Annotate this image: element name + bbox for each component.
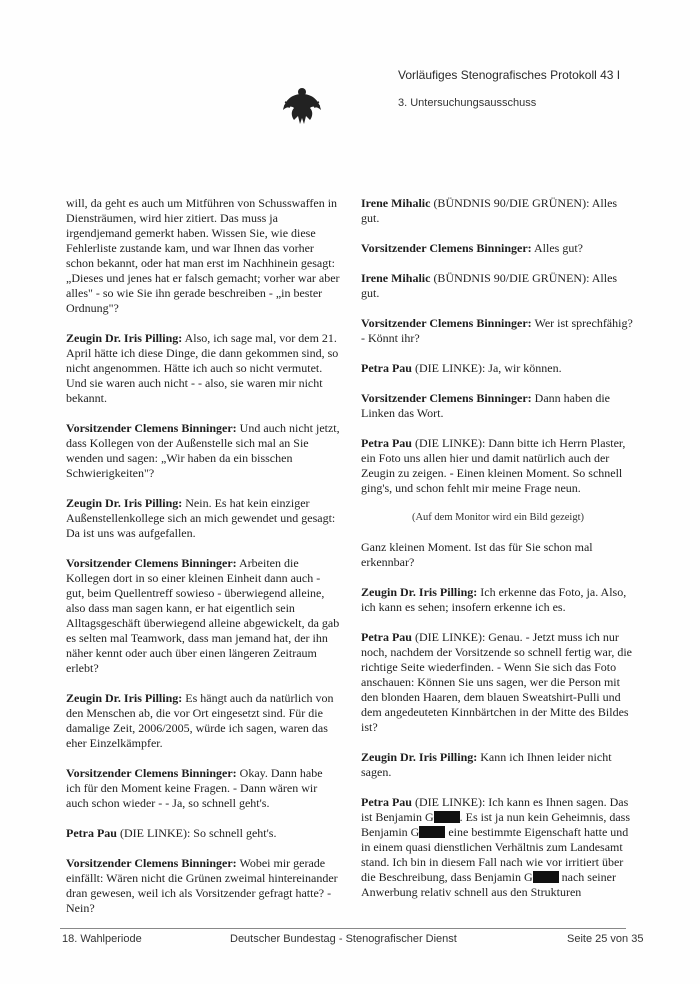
transcript-paragraph (361, 361, 635, 376)
transcript-paragraph (361, 271, 635, 301)
speech-text: Okay. Dann habe ich für den Moment keine Fragen. - Dann wären wir auch schon wieder - - Ja, so schnell geht's. (66, 766, 323, 810)
speaker-name: Petra Pau (361, 630, 412, 644)
footer-publisher: Deutscher Bundestag - Stenografischer Dienst (230, 933, 457, 945)
speech-text: Wer ist sprechfähig? - Könnt ihr? (361, 316, 633, 345)
transcript-paragraph (66, 331, 340, 406)
speaker-name: Zeugin Dr. Iris Pilling: (361, 585, 478, 599)
committee-name: 3. Untersuchungsausschuss (398, 97, 537, 109)
stage-direction: (Auf dem Monitor wird ein Bild gezeigt) (411, 512, 585, 523)
speaker-name: Zeugin Dr. Iris Pilling: (66, 691, 183, 705)
transcript-paragraph (66, 826, 340, 841)
speech-text: (DIE LINKE): Ich kann es Ihnen sagen. Das ist Benjamin G (361, 795, 629, 824)
transcript-paragraph (361, 540, 635, 570)
transcript-paragraph (361, 630, 635, 735)
speech-text: Ich erkenne das Foto, ja. Also, ich kann es sehen; insofern erkenne ich es. (361, 585, 627, 614)
speech-text: eine bestimmte Eigenschaft hatte und in einem quasi dienstlichen Verhältnis zum Landesamt stand. Ich bin in diesem Fall nach wie vor irritiert über die Beschreibung, dass Benjamin G (361, 825, 629, 884)
transcript-paragraph (66, 196, 340, 316)
speech-text: nach seiner Anwerbung relativ schnell aus den Strukturen (361, 870, 616, 899)
speech-text: (DIE LINKE): Ja, wir können. (414, 361, 562, 375)
transcript-paragraph (66, 496, 340, 541)
speaker-name: Vorsitzender Clemens Binninger: (361, 391, 532, 405)
transcript-paragraph (66, 856, 340, 916)
speech-text: will, da geht es auch um Mitführen von Schusswaffen in Diensträumen, wird hier zitiert. Das muss ja irgendjemand gemerkt haben. Wissen Sie, wie diese Fehlerliste zustande kam, und war Ihnen das vorher schon bekannt, oder hat man erst im Nachhinein gesagt: „Dieses und jenes hat er falsch gemacht; vorher war aber alles" - so wie Sie ihn gerade beschreiben - „in bester Ordnung"? (66, 196, 340, 315)
transcript-paragraph (361, 316, 635, 346)
speech-text: Also, ich sage mal, vor dem 21. April hätte ich diese Dinge, die dann gekommen sind, so nicht angenommen. Hätte ich auch so nicht vermutet. Und sie waren auch nicht - - also, sie waren mir nicht bekannt. (66, 331, 339, 405)
transcript-paragraph (66, 556, 340, 676)
speaker-name: Vorsitzender Clemens Binninger: (66, 556, 237, 570)
transcript-paragraph (361, 241, 635, 256)
speaker-name: Vorsitzender Clemens Binninger: (66, 766, 237, 780)
transcript-paragraph (361, 585, 635, 615)
speaker-name: Petra Pau (66, 826, 117, 840)
transcript-paragraph (361, 391, 635, 421)
speaker-name: Vorsitzender Clemens Binninger: (66, 856, 237, 870)
speaker-name: Vorsitzender Clemens Binninger: (66, 421, 237, 435)
speech-text: (DIE LINKE): So schnell geht's. (119, 826, 277, 840)
speaker-name: Zeugin Dr. Iris Pilling: (66, 331, 183, 345)
speaker-name: Vorsitzender Clemens Binninger: (361, 316, 532, 330)
footer-period: 18. Wahlperiode (62, 933, 142, 945)
speech-text: (BÜNDNIS 90/DIE GRÜNEN): Alles gut. (361, 196, 618, 225)
speech-text: Dann haben die Linken das Wort. (361, 391, 610, 420)
transcript-paragraph (66, 691, 340, 751)
speech-text: Kann ich Ihnen leider nicht sagen. (361, 750, 612, 779)
speaker-name: Petra Pau (361, 436, 412, 450)
speech-text: Wobei mir gerade einfällt: Wären nicht die Grünen zweimal hintereinander dran gewesen, weil ich als Vorsitzender gefragt hatte? - Nein? (66, 856, 338, 915)
speaker-name: Irene Mihalic (361, 196, 431, 210)
speech-text: (DIE LINKE): Dann bitte ich Herrn Plaster, ein Foto uns allen hier und damit natürlich auch der Zeugin zu zeigen. - Einen kleinen Moment. So schnell ging's, und schon fehlt mir meine Frage neun. (361, 436, 626, 495)
footer-divider (60, 928, 626, 929)
speech-text: Ganz kleinen Moment. Ist das für Sie schon mal erkennbar? (361, 540, 593, 569)
speaker-name: Irene Mihalic (361, 271, 431, 285)
speaker-name: Zeugin Dr. Iris Pilling: (361, 750, 478, 764)
speech-text: (DIE LINKE): Genau. - Jetzt muss ich nur noch, nachdem der Vorsitzende so schnell fertig war, die richtige Seite wiederfinden. - Wenn Sie sich das Foto anschauen: Können Sie uns sagen, wer die Person mit den blonden Haaren, dem blauen Sweatshirt-Pulli und dem angedeuteten Kinnbärtchen in der Mitte des Bildes ist? (361, 630, 632, 734)
speech-text: Nein. Es hat kein einziger Außenstellenkollege sich an mich gewendet und gesagt: Da ist uns was aufgefallen. (66, 496, 336, 540)
speech-text: Alles gut? (534, 241, 584, 255)
bundestag-eagle-icon (282, 84, 322, 128)
speech-text: Es hängt auch da natürlich von den Menschen ab, die vor Ort eingesetzt sind. Für die damalige Zeit, 2006/2005, würde ich sagen, waren das eher Einzelkämpfer. (66, 691, 334, 750)
speech-text: . Es ist ja nun kein Geheimnis, dass Benjamin G (361, 810, 630, 839)
transcript-paragraph (66, 421, 340, 481)
speaker-name: Petra Pau (361, 795, 412, 809)
speaker-name: Petra Pau (361, 361, 412, 375)
transcript-paragraph (361, 196, 635, 226)
left-column (66, 196, 340, 931)
speech-text: Und auch nicht jetzt, dass Kollegen von der Außenstelle sich mal an Sie wenden und sagen: „Wir haben da ein bisschen Schwierigkeiten"? (66, 421, 340, 480)
redaction-bar (419, 826, 445, 838)
redaction-bar (434, 811, 460, 823)
transcript-paragraph (361, 436, 635, 496)
speech-text: Arbeiten die Kollegen dort in so einer kleinen Einheit dann auch - gut, beim Quellentreff sowieso - überwiegend alleine, also dass man sagen kann, er hat eigentlich sein Alltagsgeschäft überwiegend alleine abgewickelt, da gab es selten mal Teamwork, dass man jemand hat, der ihn näher kennt oder auch über einen längeren Zeitraum erlebt? (66, 556, 340, 675)
page-number: Seite 25 von 35 (567, 933, 644, 945)
transcript-paragraph (66, 766, 340, 811)
protocol-title: Vorläufiges Stenografisches Protokoll 43 I (398, 68, 621, 82)
transcript-paragraph (361, 750, 635, 780)
transcript-paragraph (361, 795, 635, 900)
speaker-name: Vorsitzender Clemens Binninger: (361, 241, 532, 255)
speech-text: (BÜNDNIS 90/DIE GRÜNEN): Alles gut. (361, 271, 618, 300)
right-column (361, 196, 635, 915)
redaction-bar (533, 871, 559, 883)
speaker-name: Zeugin Dr. Iris Pilling: (66, 496, 183, 510)
